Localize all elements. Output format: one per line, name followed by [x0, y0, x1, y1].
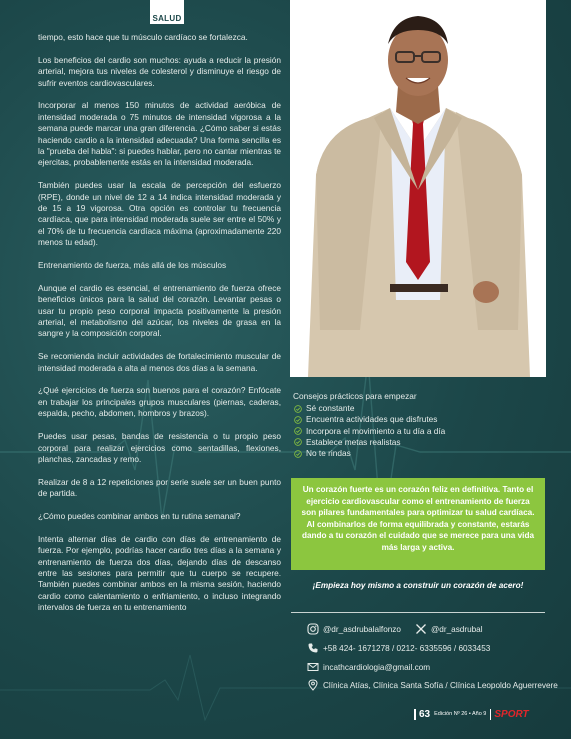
paragraph-aerobic-minutes: Incorporar al menos 150 minutos de actividad aeróbica de intensidad moderada o 75 minutos de intensidad vigorosa a la semana puede marcar una gran diferencia. ¿Cómo saber si estás haciendo cardio a la intensidad adecuada? Una forma sencilla es la "prueba del habla": si puedes hablar, pero no cantar mientras te ejercitas, probablemente estás en la intensidad moderada. [38, 100, 281, 168]
page-footer [414, 707, 529, 721]
paragraph-strength-benefits: Aunque el cardio es esencial, el entrenamiento de fuerza ofrece beneficios únicos para la salud del corazón. Levantar pesas o usar tu propio peso corporal impacta positivamente la presión arterial, el metabolismo del azúcar, los niveles de grasa en la sangre y la composición corporal. [38, 282, 281, 339]
practical-tips-list [293, 391, 543, 459]
paragraph-strength-recommendation: Se recomienda incluir actividades de fortalecimiento muscular de intensidad moderada a alta al menos dos días a la semana. [38, 351, 281, 373]
paragraph-intro-continuation: tiempo, esto hace que tu músculo cardíaco se fortalezca. [38, 32, 248, 42]
contact-x[interactable]: @dr_asdrubal [415, 623, 483, 635]
paragraph-repetitions: Realizar de 8 a 12 repeticiones por serie suele ser un buen punto de partida. [38, 476, 281, 499]
tip-item: No te rindas [293, 448, 543, 459]
mail-icon [307, 661, 319, 673]
paragraph-rpe-scale: También puedes usar la escala de percepción del esfuerzo (RPE), donde un nivel de 12 a 14 indica intensidad moderada y de 15 a 19 vigorosa. Otra opción es controlar tu frecuencia cardíaca, que para intensidad moderada suele ser entre el 50% y el 70% de tu frecuencia cardíaca máxima (aproximadamente 220 menos tu edad). [38, 180, 281, 248]
tip-item: Establece metas realistas [293, 437, 543, 448]
contact-phones[interactable]: +58 424- 1671278 / 0212- 6335596 / 6033453 [307, 642, 490, 654]
tips-title: Consejos prácticos para empezar [293, 391, 417, 401]
paragraph-alternate-days: Intenta alternar días de cardio con días de entrenamiento de fuerza. Por ejemplo, podrías hacer cardio tres días a la semana y entrenamiento de fuerza dos días, dejando días de descanso entre las sesiones para permitir que tu cuerpo se recupere. También puedes combinar ambos en la misma sesión, haciendo cardio como calentamiento o enfriamiento, o incluso integrando intervalos de fuerza en tu entrenamiento [38, 533, 281, 613]
check-circle-icon [294, 416, 302, 424]
edition-label: Edición Nº 26 • Año 9 [434, 711, 487, 717]
paragraph-strength-exercises-question: ¿Qué ejercicios de fuerza son buenos para el corazón? Enfócate en trabajar los principales grupos musculares (piernas, caderas, espalda, pecho, abdomen, hombros y brazos). [38, 385, 281, 419]
check-circle-icon [294, 427, 302, 435]
instagram-icon [307, 623, 319, 635]
magazine-brand: SPORT [490, 709, 528, 720]
doctor-portrait-photo [290, 0, 546, 377]
location-pin-icon [307, 679, 319, 691]
tip-item: Encuentra actividades que disfrutes [293, 414, 543, 425]
paragraph-equipment: Puedes usar pesas, bandas de resistencia o tu propio peso corporal para realizar ejercicios como sentadillas, flexiones, planchas, zancadas y remo. [38, 431, 281, 464]
article-left-column [38, 32, 281, 625]
section-tab: SALUD [150, 0, 184, 24]
contact-divider [291, 612, 545, 613]
check-circle-icon [294, 405, 302, 413]
page-number: 63 [414, 709, 430, 720]
paragraph-cardio-benefits: Los beneficios del cardio son muchos: ayuda a reducir la presión arterial, mejora tus niveles de colesterol y disminuye el riesgo de sufrir eventos cardiovasculares. [38, 54, 281, 88]
tip-item: Incorpora el movimiento a tu día a día [293, 426, 543, 437]
x-logo-icon [415, 623, 427, 635]
check-circle-icon [294, 450, 302, 458]
contact-instagram[interactable]: @dr_asdrubalalfonzo [307, 623, 401, 635]
subheading-strength-training: Entrenamiento de fuerza, más allá de los músculos [38, 260, 227, 271]
contact-email[interactable]: incathcardiologia@gmail.com [307, 661, 430, 673]
subheading-combine-routine: ¿Cómo puedes combinar ambos en tu rutina semanal? [38, 510, 241, 521]
phone-icon [307, 642, 319, 654]
contact-locations[interactable]: Clínica Atías, Clínica Santa Sofía / Clínica Leopoldo Aguerrevere [307, 679, 558, 691]
highlight-callout: Un corazón fuerte es un corazón feliz en definitiva. Tanto el ejercicio cardiovascular como el entrenamiento de fuerza son pilares fundamentales para optimizar tu salud cardíaca. Al combinarlos de forma equilibrada y constante, estarás dando a tu corazón el cuidado que se merece para una vida más larga y activa. [291, 478, 545, 570]
tip-item: Sé constante [293, 403, 543, 414]
closing-tagline: ¡Empieza hoy mismo a construir un corazón de acero! [312, 581, 524, 590]
check-circle-icon [294, 438, 302, 446]
